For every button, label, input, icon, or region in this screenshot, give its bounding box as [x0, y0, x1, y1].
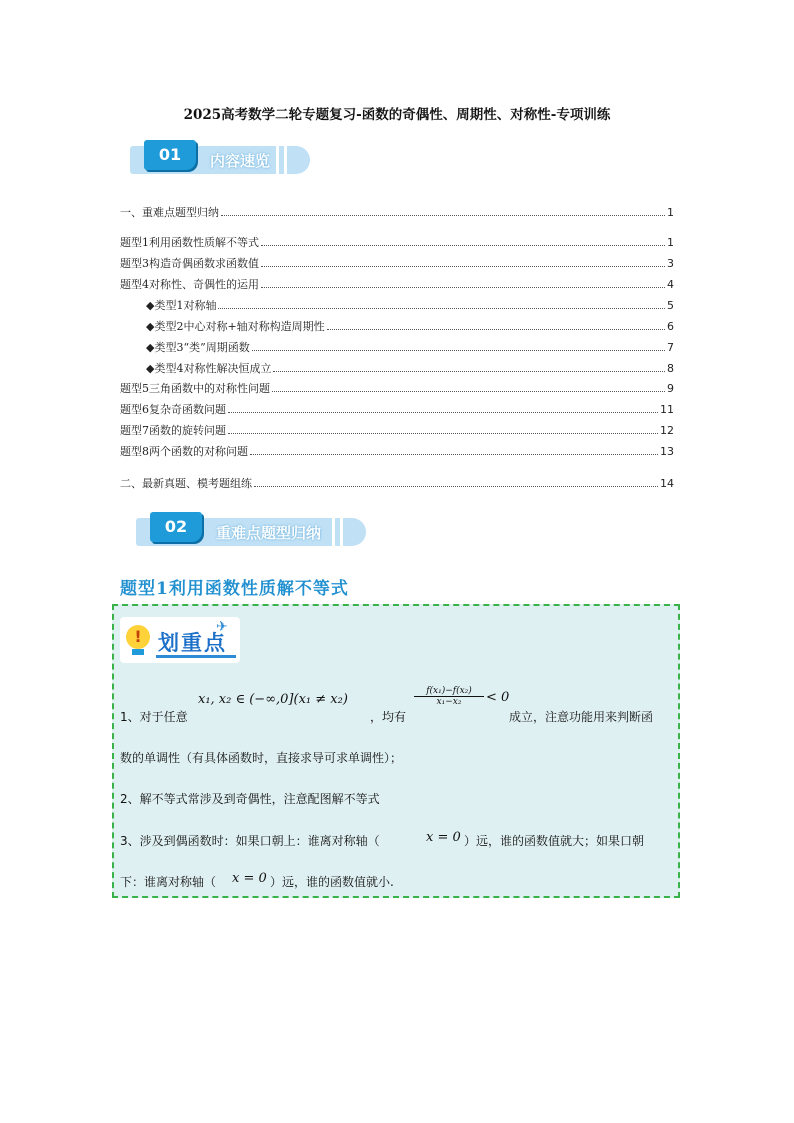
toc-entry[interactable]: ◆类型1对称轴 5: [146, 299, 674, 312]
kp3-tail: ）远，谁的函数值就大；如果口朝: [464, 834, 645, 848]
section-banner-key-types: [136, 512, 366, 552]
kp3-math: x = 0: [426, 830, 461, 845]
toc-entry[interactable]: 二、最新真题、模考题组练 14: [120, 477, 674, 490]
paper-plane-icon: ✈: [216, 619, 228, 635]
toc-entry[interactable]: 题型6复杂奇函数问题 11: [120, 403, 674, 416]
kp1-relation: < 0: [486, 690, 510, 705]
kp1-math: x₁, x₂ ∈ (−∞,0](x₁ ≠ x₂): [198, 692, 348, 707]
toc-entry[interactable]: ◆类型4对称性解决恒成立 8: [146, 362, 674, 375]
key-point-badge: [120, 617, 240, 663]
badge-underline: [156, 655, 236, 658]
toc-entry[interactable]: 题型4对称性、奇偶性的运用 4: [120, 278, 674, 291]
kp4-tail: ）远，谁的函数值就小.: [270, 875, 394, 889]
banner-stripes: [332, 518, 352, 546]
kp3-lead: 3、涉及到偶函数时：如果口朝上：谁离对称轴（: [120, 834, 380, 848]
section-heading: 题型1利用函数性质解不等式: [120, 579, 349, 599]
kp4-math: x = 0: [232, 871, 267, 886]
banner-stripes: [276, 146, 296, 174]
toc-entry[interactable]: 题型5三角函数中的对称性问题 9: [120, 382, 674, 395]
kp1-continued: 数的单调性（有具体函数时，直接求导可求单调性）；: [120, 751, 403, 765]
toc-entry[interactable]: ◆类型3“类”周期函数 7: [146, 341, 674, 354]
toc-entry[interactable]: ◆类型2中心对称+轴对称构造周期性 6: [146, 320, 674, 333]
kp1-mid: ，均有: [370, 710, 407, 724]
toc-entry[interactable]: 题型3构造奇偶函数求函数值 3: [120, 257, 674, 270]
kp1-fraction: $\frac{\text{f(x₁)−f(x₂)}}{\text{x₁−x₂}}$: [414, 686, 484, 707]
banner-label: 内容速览: [210, 152, 271, 170]
lightbulb-icon: !: [126, 625, 150, 649]
kp4-lead: 下：谁离对称轴（: [120, 875, 217, 889]
toc-entry[interactable]: 题型8两个函数的对称问题 13: [120, 445, 674, 458]
document-title: 2025高考数学二轮专题复习-函数的奇偶性、周期性、对称性-专项训练: [183, 107, 611, 123]
banner-label: 重难点题型归纳: [216, 524, 322, 542]
kp2: 2、解不等式常涉及到奇偶性，注意配图解不等式: [120, 792, 380, 806]
lightbulb-base: [132, 649, 144, 655]
kp1-tail: 成立，注意功能用来判断函: [509, 710, 654, 724]
section-banner-contents: [130, 140, 310, 180]
toc-entry[interactable]: 题型7函数的旋转问题 12: [120, 424, 674, 437]
banner-number: 01: [144, 140, 196, 170]
kp1-lead: 1、对于任意: [120, 710, 188, 724]
toc-entry[interactable]: 一、重难点题型归纳 1: [120, 206, 674, 219]
badge-label: 划重点: [158, 631, 227, 655]
banner-number: 02: [150, 512, 202, 542]
toc-entry[interactable]: 题型1利用函数性质解不等式 1: [120, 236, 674, 249]
